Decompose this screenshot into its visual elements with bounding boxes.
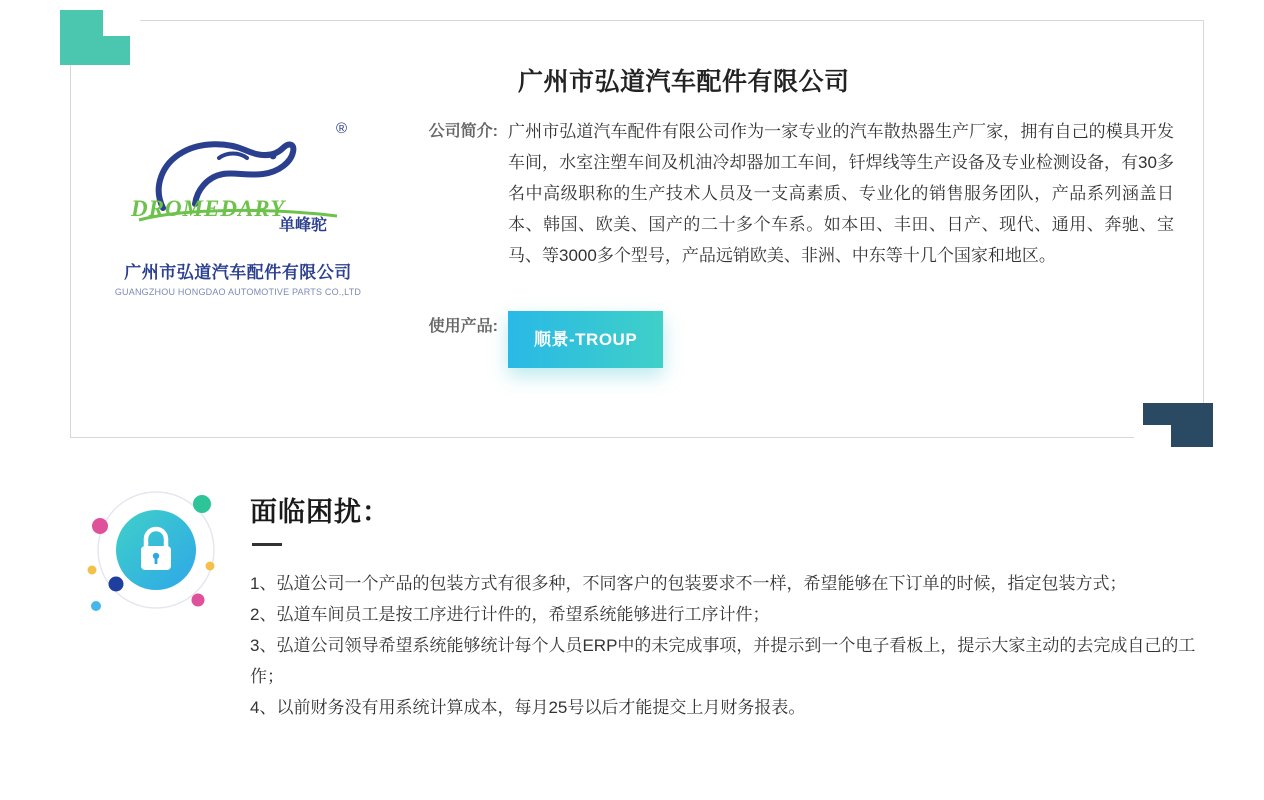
brand-latin-text: DROMEDARY — [131, 196, 286, 221]
issues-section — [70, 474, 1204, 723]
logo-company-cn: 广州市弘道汽车配件有限公司 — [124, 263, 352, 282]
list-item: 2、弘道车间员工是按工序进行计件的，希望系统能够进行工序计件； — [250, 605, 770, 624]
company-content — [388, 42, 1174, 438]
list-item: 4、以前财务没有用系统计算成本，每月25号以后才能提交上月财务报表。 — [250, 698, 806, 717]
logo-company-en: GUANGZHOU HONGDAO AUTOMOTIVE PARTS CO.,LTD — [114, 287, 362, 297]
card-inner — [70, 20, 1204, 438]
page-title: 广州市弘道汽车配件有限公司 — [518, 68, 850, 96]
list-item: 3、弘道公司领导希望系统能够统计每个人员ERP中的未完成事项，并提示到一个电子看板上，提示大家主动的去完成自己的工作； — [250, 636, 1196, 686]
list-item: 1、弘道公司一个产品的包装方式有很多种，不同客户的包装要求不一样，希望能够在下订单的时候，指定包装方式； — [250, 574, 1127, 593]
dromedary-logo-icon — [123, 112, 353, 242]
product-label: 使用产品: — [428, 318, 498, 335]
profile-label: 公司简介: — [428, 123, 498, 140]
title-underline — [252, 543, 282, 546]
lock-icon — [70, 474, 250, 654]
company-logo-block — [88, 42, 388, 438]
brand-cn-text: 单峰驼 — [278, 217, 327, 234]
company-card — [70, 20, 1204, 438]
profile-row — [398, 116, 1174, 271]
product-row — [398, 311, 1174, 368]
issues-content — [250, 474, 1204, 723]
product-tag-badge[interactable]: 顺景-TROUP — [508, 311, 663, 368]
product-value — [508, 311, 1174, 368]
issue-list — [250, 568, 1204, 723]
registered-mark: ® — [335, 120, 347, 137]
section-title: 面临困扰： — [250, 497, 390, 527]
profile-text: 广州市弘道汽车配件有限公司作为一家专业的汽车散热器生产厂家，拥有自己的模具开发车间，水室注塑车间及机油冷却器加工车间，钎焊线等生产设备及专业检测设备，有30多名中高级职称的生产技术人员及一支高素质、专业化的销售服务团队，产品系列涵盖日本、韩国、欧美、国产的二十多个车系。如本田、丰田、日产、现代、通用、奔驰、宝马、等3000多个型号，产品远销欧美、非洲、中东等十几个国家和地区。 — [508, 122, 1174, 265]
